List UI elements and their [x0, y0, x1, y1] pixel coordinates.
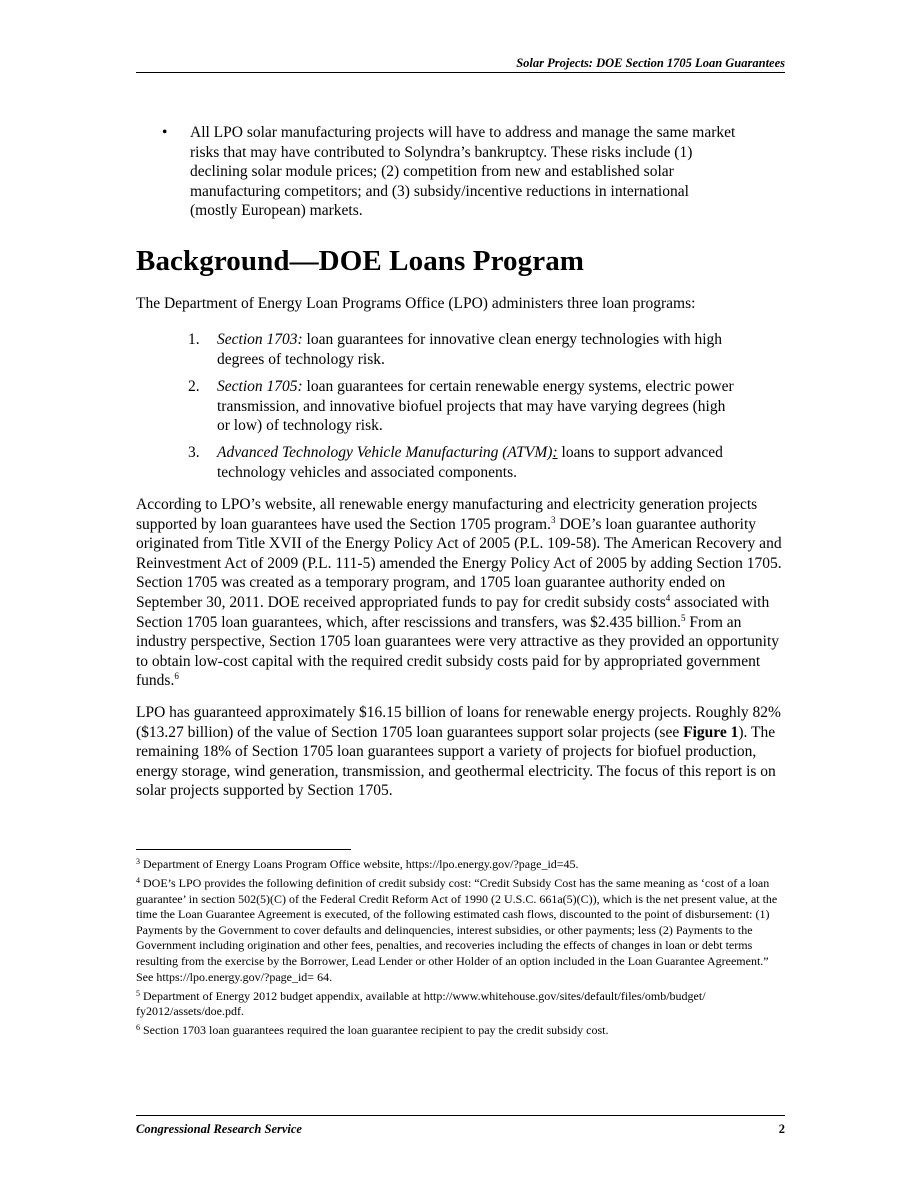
program-name: Section 1705: [217, 378, 303, 395]
body-paragraph-authority [136, 495, 786, 691]
body-paragraph-guarantees [136, 703, 786, 801]
footer-rule [136, 1115, 785, 1116]
footnote-number: 5 [136, 988, 140, 998]
footnote-3 [136, 857, 786, 873]
page-number: 2 [778, 1122, 785, 1136]
list-item-text [217, 377, 737, 436]
list-number: 3. [188, 444, 200, 461]
list-number: 1. [188, 331, 200, 348]
footnote-ref: 4 [665, 592, 671, 603]
program-description: loan guarantees for certain renewable energy systems, electric power transmission, and innovative biofuel projects that may have varying degrees (high or low) of technology risk. [217, 378, 734, 435]
footnotes [136, 857, 786, 1042]
list-item-text [217, 330, 737, 369]
program-name: Section 1703: [217, 331, 303, 348]
footnote-5 [136, 989, 786, 1020]
footnote-text: DOE’s LPO provides the following definition of credit subsidy cost: “Credit Subsidy Cost has the same meaning as ‘cost of a loan guarantee’ in section 502(5)(C) of the Federal Credit Reform Act of 1990 (2 U.S.C. 661a(5)(C)), which is the net present value, at the time the Loan Guarantee Agreement is executed, of the following estimated cash flows, discounted to the point of disbursement: (1) Payments by the Government to cover defaults and delinquencies, interest subsidies, or other payments; less (2) Payments to the Government including origination and other fees, penalties, and recoveries including the effects of changes in loan or debt terms resulting from the exercise by the Borrower, Lead Lender or other Holder of an option included in the Loan Guarantee Agreement.” See https://lpo.energy.gov/?page_id= 64. [136, 875, 778, 984]
program-description: loan guarantees for innovative clean energy technologies with high degrees of technology risk. [217, 331, 723, 368]
footnote-4 [136, 876, 786, 985]
running-header: Solar Projects: DOE Section 1705 Loan Guarantees [516, 56, 785, 70]
footnote-ref: 5 [680, 612, 686, 623]
footnote-text: Department of Energy 2012 budget appendix, available at http://www.whitehouse.gov/sites/default/files/omb/budget/ fy2012/assets/doe.pdf. [136, 988, 706, 1019]
header-rule [136, 72, 785, 73]
program-name-colon: : [552, 444, 558, 461]
bullet-marker: • [162, 124, 168, 141]
program-description: loans to support advanced technology vehicles and associated components. [217, 444, 723, 481]
footnote-number: 6 [136, 1023, 140, 1033]
sentence: DOE’s loan guarantee authority originated from Title XVII of the Energy Policy Act of 2005 (P.L. 109-58). The American Recovery and Reinvestment Act of 2009 (P.L. 111-5) amended the Energy Policy Act of 2005 by adding Section 1705. Section 1705 was created as a temporary program, and 1705 loan guarantee authority ended on September 30, 2011. DOE received appropriated funds to pay for credit subsidy costs [136, 515, 782, 611]
section-heading: Background—DOE Loans Program [136, 245, 585, 277]
figure-reference: Figure 1 [683, 723, 739, 741]
footnote-number: 3 [136, 857, 140, 866]
program-name [217, 444, 558, 461]
footnote-6 [136, 1023, 786, 1039]
bullet-text: All LPO solar manufacturing projects will have to address and manage the same market risks that may have contributed to Solyndra’s bankruptcy. These risks include (1) declining solar module prices; (2) competition from new and established solar manufacturing competitors; and (3) subsidy/incentive reductions in international (mostly European) markets. [190, 124, 736, 220]
sentence: ). The remaining 18% of Section 1705 loan guarantees support a variety of projects for biofuel production, energy storage, wind generation, transmission, and geothermal electricity. The focus of this report is on solar projects supported by Section 1705. [136, 723, 776, 800]
sentence: associated with Section 1705 loan guarantees, which, after rescissions and transfers, was $2.435 billion. [136, 593, 770, 631]
footnote-number: 4 [136, 875, 140, 885]
intro-paragraph: The Department of Energy Loan Programs Office (LPO) administers three loan programs: [136, 295, 696, 312]
footnote-text: Section 1703 loan guarantees required the loan guarantee recipient to pay the credit subsidy cost. [140, 1023, 609, 1038]
sentence: From an industry perspective, Section 1705 loan guarantees were very attractive as they provided an opportunity to obtain low-cost capital with the required credit subsidy costs paid for by appropriated government funds. [136, 613, 780, 690]
footnote-ref: 6 [174, 671, 179, 682]
list-number: 2. [188, 378, 200, 395]
list-item-text [217, 443, 737, 482]
footnote-separator [136, 849, 351, 850]
footnote-text: Department of Energy Loans Program Office website, https://lpo.energy.gov/?page_id=45. [140, 857, 579, 871]
footnote-ref: 3 [550, 514, 556, 525]
sentence: LPO has guaranteed approximately $16.15 billion of loans for renewable energy projects. Roughly 82% ($13.27 billion) of the value of Section 1705 loan guarantees support solar projects (see [136, 704, 781, 741]
program-name-main: Advanced Technology Vehicle Manufacturing (ATVM) [217, 444, 553, 461]
sentence: According to LPO’s website, all renewable energy manufacturing and electricity generation projects supported by loan guarantees have used the Section 1705 program. [136, 496, 758, 533]
footer-publisher: Congressional Research Service [136, 1122, 302, 1136]
